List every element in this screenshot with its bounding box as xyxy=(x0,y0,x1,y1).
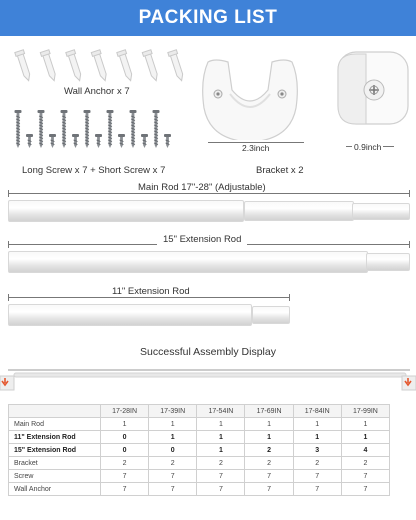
table-cell: 2 xyxy=(197,457,245,470)
table-cell: 1 xyxy=(101,418,149,431)
wall-anchor-icon xyxy=(91,50,109,82)
table-cell: 1 xyxy=(293,418,341,431)
table-cell: 2 xyxy=(341,457,389,470)
table-cell: 7 xyxy=(245,483,293,496)
table-cell: 7 xyxy=(197,470,245,483)
table-cell: 2 xyxy=(245,444,293,457)
ext15-rod-label: 15" Extension Rod xyxy=(157,234,247,245)
short-screw-icon xyxy=(72,134,79,148)
table-row xyxy=(9,457,390,470)
table-cell: 3 xyxy=(293,444,341,457)
table-cell: 1 xyxy=(341,431,389,444)
main-rod-label: Main Rod 17"-28" (Adjustable) xyxy=(132,182,272,193)
table-cell: 1 xyxy=(197,431,245,444)
table-cell: 7 xyxy=(341,483,389,496)
row-label: 11" Extension Rod xyxy=(9,431,101,444)
dimension-tick xyxy=(8,294,9,301)
main-rod-section xyxy=(8,200,244,222)
ext11-dimension-line xyxy=(8,297,290,298)
wall-anchor-icon xyxy=(168,50,186,82)
table-cell: 2 xyxy=(101,457,149,470)
short-screw-icon xyxy=(26,134,33,148)
wall-anchor-caption: Wall Anchor x 7 xyxy=(64,86,130,97)
table-cell: 2 xyxy=(149,457,197,470)
screws-illustration xyxy=(0,100,200,160)
table-cell: 1 xyxy=(245,431,293,444)
table-row xyxy=(9,483,390,496)
table-cell: 1 xyxy=(149,431,197,444)
row-label: Bracket xyxy=(9,457,101,470)
row-label: Main Rod xyxy=(9,418,101,431)
bracket-front-icon xyxy=(200,50,310,140)
column-header: 17-99IN xyxy=(341,405,389,418)
table-row xyxy=(9,470,390,483)
long-screw-icon xyxy=(153,110,160,148)
main-rod-tip xyxy=(352,203,410,220)
table-cell: 7 xyxy=(149,470,197,483)
table-cell: 1 xyxy=(245,418,293,431)
table-cell: 0 xyxy=(101,431,149,444)
table-cell: 7 xyxy=(101,470,149,483)
table-cell: 7 xyxy=(245,470,293,483)
wall-anchor-icon xyxy=(117,50,135,82)
long-screw-icon xyxy=(15,110,22,148)
row-label: 15" Extension Rod xyxy=(9,444,101,457)
wall-anchor-icon xyxy=(15,50,33,82)
table-row xyxy=(9,418,390,431)
column-header: 17-28IN xyxy=(101,405,149,418)
table-cell: 7 xyxy=(293,483,341,496)
table-cell: 2 xyxy=(293,457,341,470)
bracket-side-icon xyxy=(326,50,416,140)
main-rod-dimension-line xyxy=(8,193,410,194)
table-cell: 7 xyxy=(293,470,341,483)
bracket-depth-label: 0.9inch xyxy=(354,142,382,152)
column-header: 17-39IN xyxy=(149,405,197,418)
bracket-width-label: 2.3inch xyxy=(242,143,270,153)
short-screw-icon xyxy=(95,134,102,148)
row-label: Screw xyxy=(9,470,101,483)
row-label: Wall Anchor xyxy=(9,483,101,496)
column-header: 17-69IN xyxy=(245,405,293,418)
assembly-title: Successful Assembly Display xyxy=(140,346,276,358)
table-row xyxy=(9,444,390,457)
dimension-tick xyxy=(289,294,290,301)
table-cell: 7 xyxy=(101,483,149,496)
table-cell: 1 xyxy=(197,418,245,431)
short-screw-icon xyxy=(141,134,148,148)
dimension-tick xyxy=(8,241,9,248)
table-cell: 7 xyxy=(149,483,197,496)
short-screw-icon xyxy=(49,134,56,148)
ext11-rod-label: 11" Extension Rod xyxy=(106,286,196,297)
table-cell: 2 xyxy=(245,457,293,470)
long-screw-icon xyxy=(130,110,137,148)
wall-anchor-icon xyxy=(142,50,160,82)
long-screw-icon xyxy=(61,110,68,148)
ext15-rod xyxy=(8,251,368,273)
table-cell: 7 xyxy=(341,470,389,483)
ext11-rod xyxy=(8,304,252,326)
table-cell: 1 xyxy=(293,431,341,444)
wall-anchor-icon xyxy=(66,50,84,82)
assembly-illustration xyxy=(0,360,416,400)
main-rod-inner-section xyxy=(244,201,354,221)
dimension-tick xyxy=(409,241,410,248)
short-screw-icon xyxy=(118,134,125,148)
wall-anchor-icon xyxy=(40,50,58,82)
long-screw-icon xyxy=(107,110,114,148)
long-screw-icon xyxy=(84,110,91,148)
table-cell: 7 xyxy=(197,483,245,496)
table-cell: 1 xyxy=(149,418,197,431)
assembly-spec-table xyxy=(8,404,390,496)
dimension-tick xyxy=(8,190,9,197)
page-title: PACKING LIST xyxy=(138,7,278,28)
screw-caption: Long Screw x 7 + Short Screw x 7 xyxy=(22,165,166,176)
table-cell: 0 xyxy=(101,444,149,457)
column-header: 17-84IN xyxy=(293,405,341,418)
table-cell: 0 xyxy=(149,444,197,457)
bracket-caption: Bracket x 2 xyxy=(256,165,304,176)
table-cell: 4 xyxy=(341,444,389,457)
ext15-rod-tip xyxy=(366,253,410,271)
table-row xyxy=(9,431,390,444)
table-corner-cell xyxy=(9,405,101,418)
column-header: 17-54IN xyxy=(197,405,245,418)
table-cell: 1 xyxy=(341,418,389,431)
ext11-rod-tip xyxy=(252,306,290,324)
table-header-row xyxy=(9,405,390,418)
long-screw-icon xyxy=(38,110,45,148)
table-cell: 1 xyxy=(197,444,245,457)
dimension-tick xyxy=(409,190,410,197)
short-screw-icon xyxy=(164,134,171,148)
